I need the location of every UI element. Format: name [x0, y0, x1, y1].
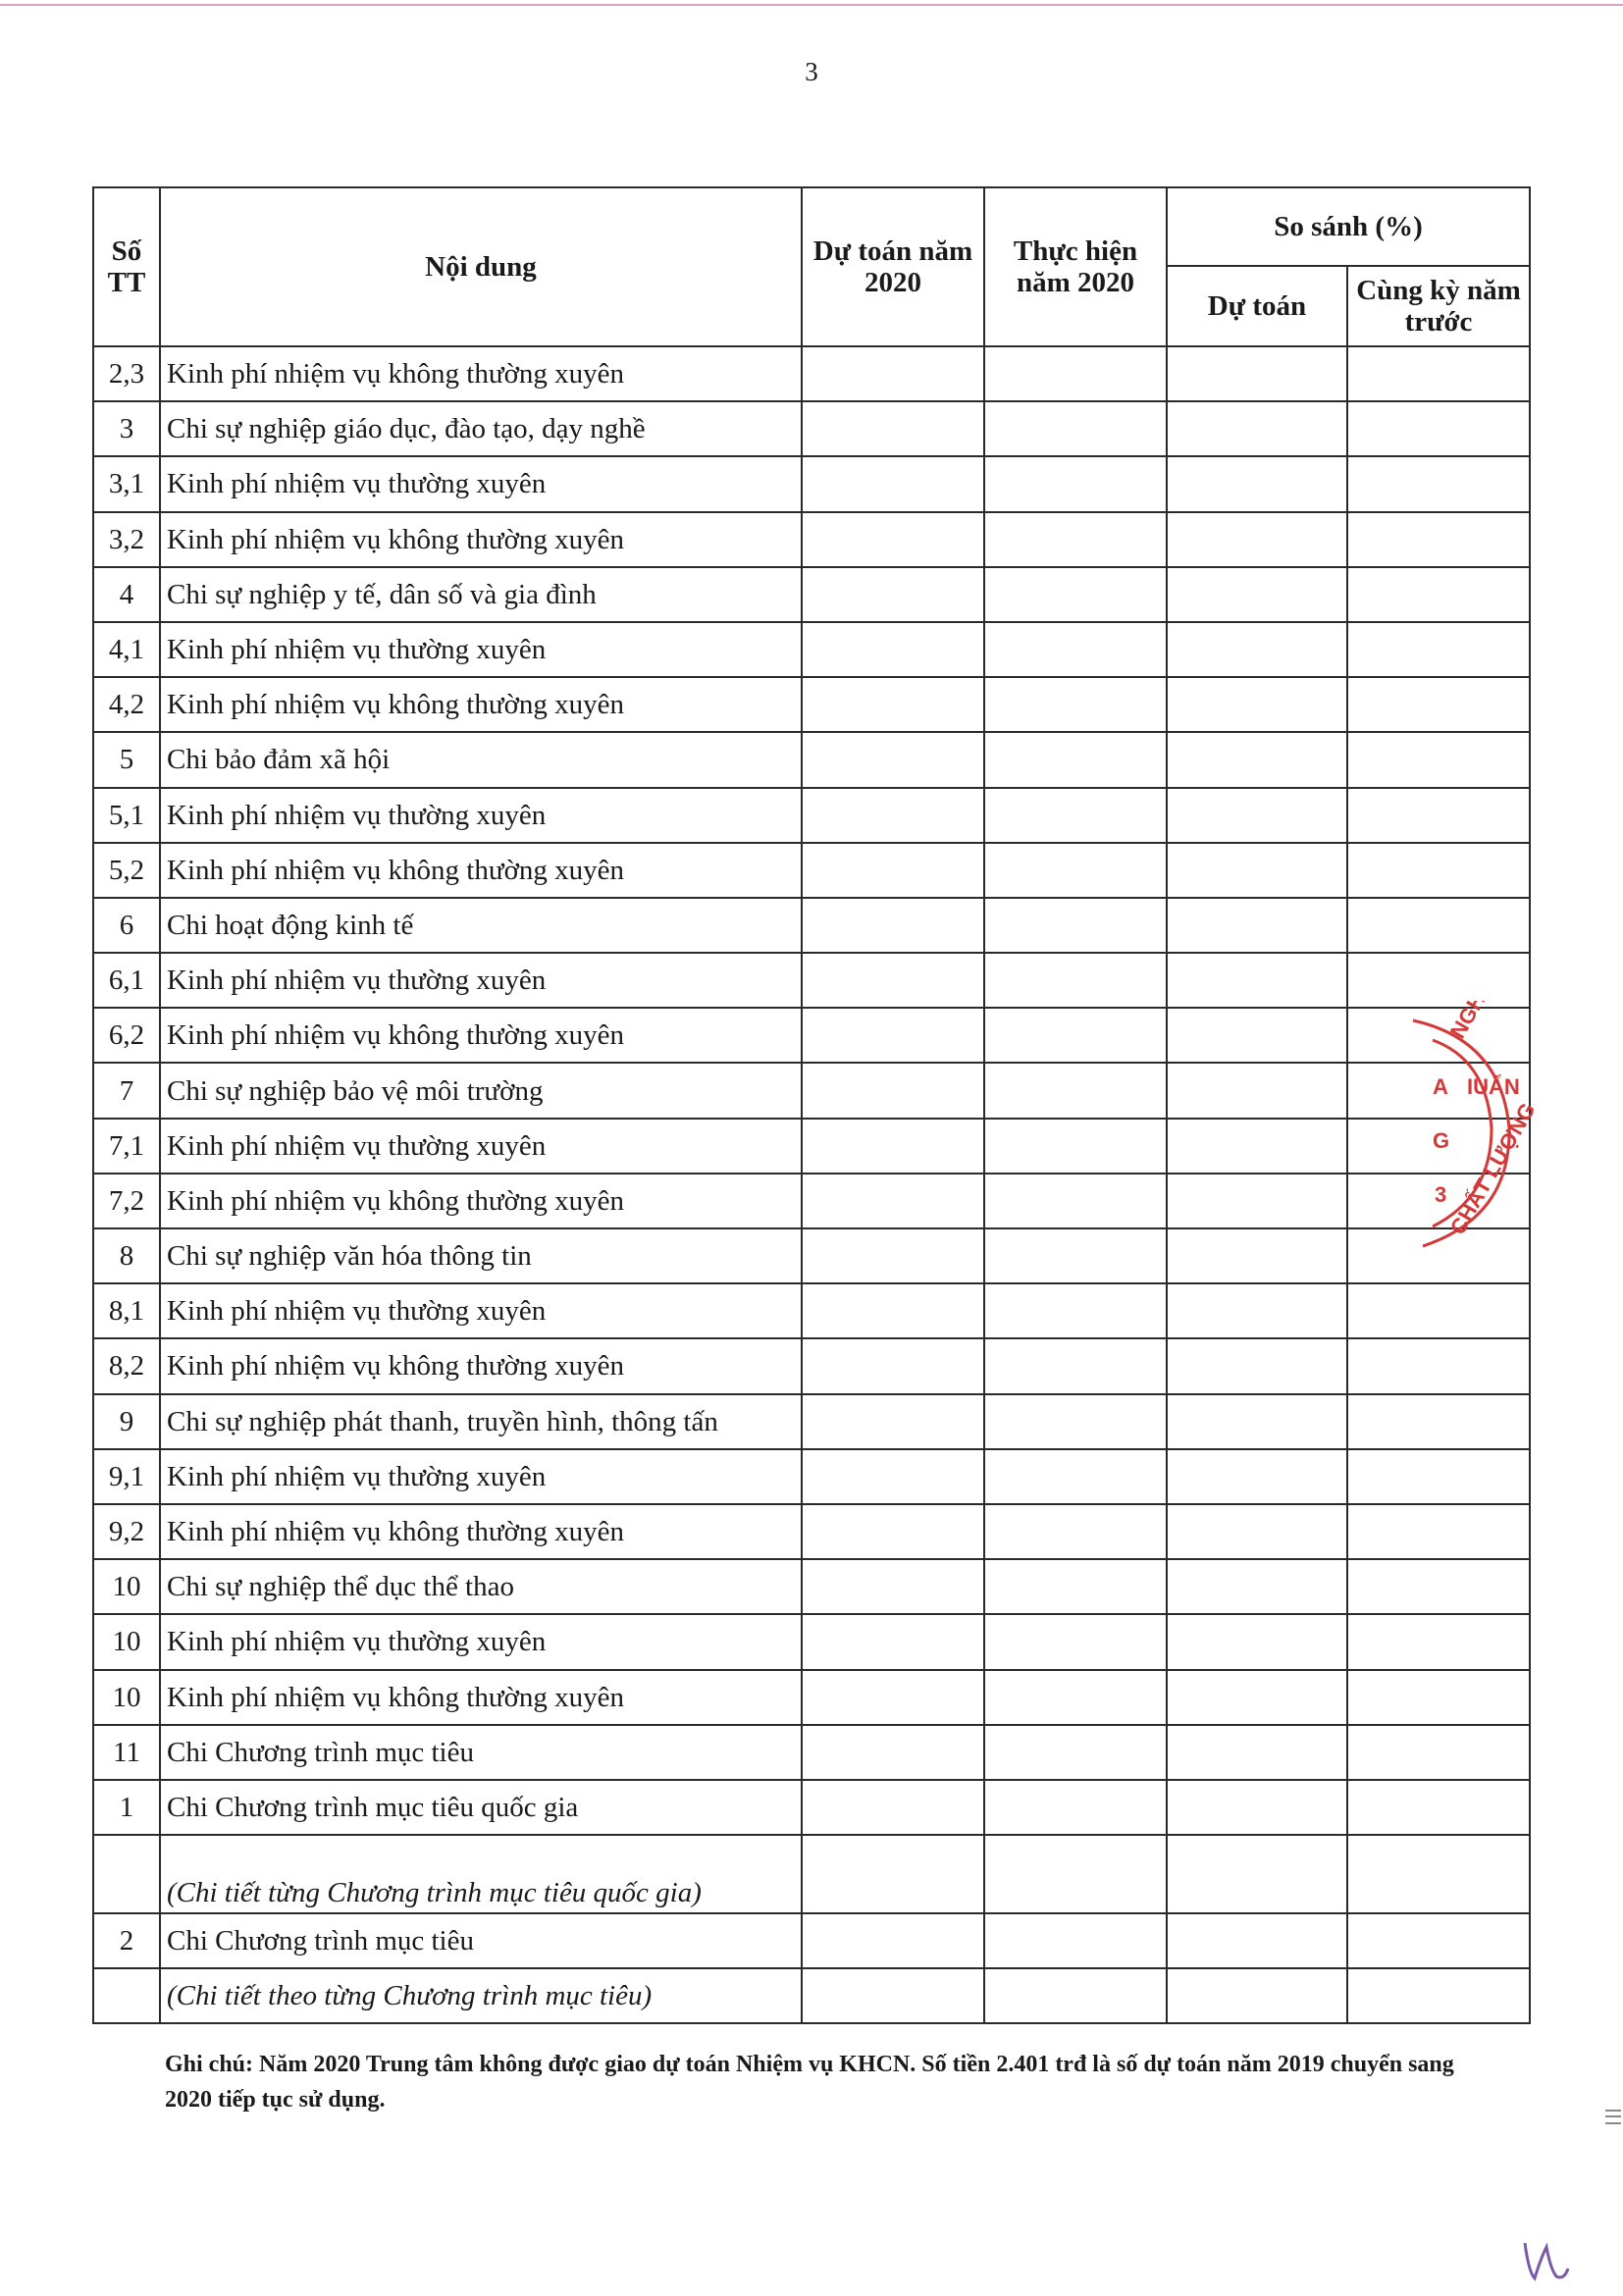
estimate-cell: [802, 1835, 984, 1913]
compare-prior-cell: [1347, 1670, 1530, 1725]
header-stt: Số TT: [93, 187, 160, 346]
stt-cell: 11: [93, 1725, 160, 1780]
stamp-fragment: NGHỆ: [1444, 1001, 1498, 1043]
compare-estimate-cell: [1167, 1504, 1347, 1559]
content-cell: Chi bảo đảm xã hội: [160, 732, 802, 787]
content-cell: Chi hoạt động kinh tế: [160, 898, 802, 953]
header-actual-2020: Thực hiện năm 2020: [984, 187, 1167, 346]
page-number: 3: [805, 57, 818, 86]
compare-estimate-cell: [1167, 1968, 1347, 2023]
table-row: [93, 622, 1530, 677]
content-cell: Kinh phí nhiệm vụ thường xuyên: [160, 1614, 802, 1669]
table-row: [93, 1449, 1530, 1504]
actual-cell: [984, 622, 1167, 677]
actual-cell: [984, 1614, 1167, 1669]
stt-cell: 9,1: [93, 1449, 160, 1504]
compare-estimate-cell: [1167, 512, 1347, 567]
estimate-cell: [802, 1614, 984, 1669]
actual-cell: [984, 1449, 1167, 1504]
estimate-cell: [802, 1008, 984, 1063]
actual-cell: [984, 346, 1167, 401]
table-row: [93, 1725, 1530, 1780]
compare-estimate-cell: [1167, 346, 1347, 401]
compare-estimate-cell: [1167, 1394, 1347, 1449]
content-cell: Kinh phí nhiệm vụ thường xuyên: [160, 622, 802, 677]
header-compare-prior-year: Cùng kỳ năm trước: [1347, 266, 1530, 346]
compare-estimate-cell: [1167, 401, 1347, 456]
compare-estimate-cell: [1167, 788, 1347, 843]
estimate-cell: [802, 622, 984, 677]
stt-cell: 4: [93, 567, 160, 622]
compare-estimate-cell: [1167, 1670, 1347, 1725]
stt-cell: 3: [93, 401, 160, 456]
stt-cell: 4,2: [93, 677, 160, 732]
table-row: [93, 1394, 1530, 1449]
table-row: [93, 401, 1530, 456]
compare-prior-cell: [1347, 622, 1530, 677]
compare-prior-cell: [1347, 788, 1530, 843]
compare-prior-cell: [1347, 898, 1530, 953]
table-row: [93, 1780, 1530, 1835]
stamp-fragment: CHẤT LƯỢNG: [1444, 1098, 1541, 1239]
compare-estimate-cell: [1167, 1835, 1347, 1913]
compare-estimate-cell: [1167, 1008, 1347, 1063]
stt-cell: 6: [93, 898, 160, 953]
edge-mark: [1605, 2115, 1621, 2117]
content-cell: Kinh phí nhiệm vụ thường xuyên: [160, 1119, 802, 1174]
stt-cell: 3,2: [93, 512, 160, 567]
estimate-cell: [802, 567, 984, 622]
table-row: [93, 732, 1530, 787]
top-rule: [0, 4, 1623, 6]
compare-prior-cell: [1347, 1913, 1530, 1968]
stt-cell: 5: [93, 732, 160, 787]
stt-cell: 2: [93, 1913, 160, 1968]
actual-cell: [984, 1394, 1167, 1449]
content-cell: Kinh phí nhiệm vụ thường xuyên: [160, 456, 802, 511]
actual-cell: [984, 567, 1167, 622]
stt-cell: 4,1: [93, 622, 160, 677]
table-row: [93, 788, 1530, 843]
content-cell: Kinh phí nhiệm vụ không thường xuyên: [160, 1504, 802, 1559]
table-row: [93, 1119, 1530, 1174]
compare-prior-cell: [1347, 567, 1530, 622]
table-row: [93, 1913, 1530, 1968]
estimate-cell: [802, 953, 984, 1008]
signature-mark: [1517, 2229, 1576, 2288]
compare-prior-cell: [1347, 953, 1530, 1008]
content-cell: Kinh phí nhiệm vụ thường xuyên: [160, 953, 802, 1008]
compare-prior-cell: [1347, 1780, 1530, 1835]
actual-cell: [984, 898, 1167, 953]
compare-estimate-cell: [1167, 1449, 1347, 1504]
stt-cell: 6,1: [93, 953, 160, 1008]
actual-cell: [984, 677, 1167, 732]
actual-cell: [984, 1174, 1167, 1228]
actual-cell: [984, 1338, 1167, 1393]
table-row: [93, 1063, 1530, 1118]
actual-cell: [984, 1559, 1167, 1614]
stamp-fragment: A: [1433, 1074, 1448, 1099]
estimate-cell: [802, 1449, 984, 1504]
compare-prior-cell: [1347, 843, 1530, 898]
actual-cell: [984, 1283, 1167, 1338]
stt-cell: 9: [93, 1394, 160, 1449]
compare-estimate-cell: [1167, 1614, 1347, 1669]
compare-prior-cell: [1347, 1835, 1530, 1913]
compare-prior-cell: [1347, 732, 1530, 787]
content-cell: Kinh phí nhiệm vụ không thường xuyên: [160, 1338, 802, 1393]
actual-cell: [984, 1063, 1167, 1118]
actual-cell: [984, 1725, 1167, 1780]
header-estimate-2020: Dự toán năm 2020: [802, 187, 984, 346]
table-row: [93, 1338, 1530, 1393]
table-row: [93, 346, 1530, 401]
actual-cell: [984, 1968, 1167, 2023]
estimate-cell: [802, 732, 984, 787]
compare-prior-cell: [1347, 456, 1530, 511]
stt-cell: [93, 1968, 160, 2023]
table-row: [93, 677, 1530, 732]
compare-prior-cell: [1347, 1338, 1530, 1393]
compare-estimate-cell: [1167, 1780, 1347, 1835]
content-cell: Kinh phí nhiệm vụ thường xuyên: [160, 788, 802, 843]
compare-estimate-cell: [1167, 843, 1347, 898]
stt-cell: 3,1: [93, 456, 160, 511]
stt-cell: 7,1: [93, 1119, 160, 1174]
content-cell: Kinh phí nhiệm vụ thường xuyên: [160, 1449, 802, 1504]
estimate-cell: [802, 1968, 984, 2023]
content-cell: Chi sự nghiệp thể dục thể thao: [160, 1559, 802, 1614]
compare-estimate-cell: [1167, 1283, 1347, 1338]
stamp-fragment: G: [1433, 1128, 1450, 1153]
estimate-cell: [802, 456, 984, 511]
estimate-cell: [802, 1228, 984, 1283]
estimate-cell: [802, 1913, 984, 1968]
table-row: [93, 1835, 1530, 1913]
content-cell: (Chi tiết từng Chương trình mục tiêu quốc gia): [160, 1835, 802, 1913]
actual-cell: [984, 788, 1167, 843]
content-cell: Kinh phí nhiệm vụ không thường xuyên: [160, 512, 802, 567]
table-row: [93, 1283, 1530, 1338]
compare-prior-cell: [1347, 1394, 1530, 1449]
content-cell: Kinh phí nhiệm vụ không thường xuyên: [160, 1008, 802, 1063]
compare-estimate-cell: [1167, 1119, 1347, 1174]
actual-cell: [984, 1228, 1167, 1283]
compare-estimate-cell: [1167, 1338, 1347, 1393]
estimate-cell: [802, 1394, 984, 1449]
table-row: [93, 1670, 1530, 1725]
actual-cell: [984, 1913, 1167, 1968]
header-compare: So sánh (%): [1167, 187, 1530, 266]
stt-cell: 5,1: [93, 788, 160, 843]
actual-cell: [984, 1780, 1167, 1835]
actual-cell: [984, 456, 1167, 511]
footnote: Ghi chú: Năm 2020 Trung tâm không được giao dự toán Nhiệm vụ KHCN. Số tiền 2.401 trđ là số dự toán năm 2019 chuyển sang 2020 tiếp tục sử dụng.: [165, 2052, 1454, 2113]
compare-estimate-cell: [1167, 1559, 1347, 1614]
table-row: [93, 843, 1530, 898]
compare-estimate-cell: [1167, 622, 1347, 677]
compare-prior-cell: [1347, 1559, 1530, 1614]
compare-estimate-cell: [1167, 1174, 1347, 1228]
estimate-cell: [802, 1174, 984, 1228]
budget-table: [92, 186, 1531, 2024]
compare-estimate-cell: [1167, 732, 1347, 787]
compare-prior-cell: [1347, 677, 1530, 732]
table-row: [93, 512, 1530, 567]
content-cell: Kinh phí nhiệm vụ không thường xuyên: [160, 346, 802, 401]
content-cell: Kinh phí nhiệm vụ không thường xuyên: [160, 1174, 802, 1228]
content-cell: Chi sự nghiệp bảo vệ môi trường: [160, 1063, 802, 1118]
table-row: [93, 1504, 1530, 1559]
estimate-cell: [802, 843, 984, 898]
red-seal-stamp: [1393, 1001, 1541, 1295]
estimate-cell: [802, 401, 984, 456]
table-row: [93, 1968, 1530, 2023]
compare-estimate-cell: [1167, 1725, 1347, 1780]
compare-estimate-cell: [1167, 1228, 1347, 1283]
compare-prior-cell: [1347, 1968, 1530, 2023]
estimate-cell: [802, 1504, 984, 1559]
stt-cell: 10: [93, 1614, 160, 1669]
estimate-cell: [802, 1283, 984, 1338]
edge-mark: [1605, 2110, 1621, 2112]
estimate-cell: [802, 898, 984, 953]
compare-prior-cell: [1347, 1725, 1530, 1780]
table-row: [93, 953, 1530, 1008]
stamp-fragment: 3: [1435, 1182, 1447, 1207]
table-row: [93, 1174, 1530, 1228]
estimate-cell: [802, 1780, 984, 1835]
compare-estimate-cell: [1167, 456, 1347, 511]
compare-prior-cell: [1347, 401, 1530, 456]
table-row: [93, 1008, 1530, 1063]
actual-cell: [984, 401, 1167, 456]
content-cell: Chi sự nghiệp giáo dục, đào tạo, dạy nghề: [160, 401, 802, 456]
compare-prior-cell: [1347, 1614, 1530, 1669]
actual-cell: [984, 512, 1167, 567]
header-content: Nội dung: [160, 187, 802, 346]
compare-estimate-cell: [1167, 953, 1347, 1008]
stt-cell: 8,2: [93, 1338, 160, 1393]
actual-cell: [984, 732, 1167, 787]
stt-cell: [93, 1835, 160, 1913]
estimate-cell: [802, 1063, 984, 1118]
table-row: [93, 1614, 1530, 1669]
estimate-cell: [802, 677, 984, 732]
content-cell: Chi sự nghiệp văn hóa thông tin: [160, 1228, 802, 1283]
content-cell: (Chi tiết theo từng Chương trình mục tiêu): [160, 1968, 802, 2023]
content-cell: Chi Chương trình mục tiêu quốc gia: [160, 1780, 802, 1835]
actual-cell: [984, 843, 1167, 898]
stt-cell: 1: [93, 1780, 160, 1835]
content-cell: Kinh phí nhiệm vụ không thường xuyên: [160, 677, 802, 732]
estimate-cell: [802, 1559, 984, 1614]
compare-estimate-cell: [1167, 677, 1347, 732]
stt-cell: 10: [93, 1559, 160, 1614]
content-cell: Chi Chương trình mục tiêu: [160, 1913, 802, 1968]
compare-estimate-cell: [1167, 1913, 1347, 1968]
estimate-cell: [802, 1725, 984, 1780]
content-cell: Chi Chương trình mục tiêu: [160, 1725, 802, 1780]
stt-cell: 8: [93, 1228, 160, 1283]
estimate-cell: [802, 1119, 984, 1174]
stamp-fragment: IUẨN: [1467, 1074, 1520, 1099]
estimate-cell: [802, 1338, 984, 1393]
actual-cell: [984, 953, 1167, 1008]
compare-prior-cell: [1347, 1449, 1530, 1504]
content-cell: Kinh phí nhiệm vụ không thường xuyên: [160, 843, 802, 898]
compare-prior-cell: [1347, 512, 1530, 567]
content-cell: Kinh phí nhiệm vụ không thường xuyên: [160, 1670, 802, 1725]
estimate-cell: [802, 512, 984, 567]
compare-prior-cell: [1347, 1504, 1530, 1559]
edge-mark: [1605, 2122, 1621, 2124]
stt-cell: 8,1: [93, 1283, 160, 1338]
compare-prior-cell: [1347, 346, 1530, 401]
compare-estimate-cell: [1167, 567, 1347, 622]
stt-cell: 7: [93, 1063, 160, 1118]
table-row: [93, 898, 1530, 953]
stt-cell: 9,2: [93, 1504, 160, 1559]
compare-estimate-cell: [1167, 898, 1347, 953]
content-cell: Kinh phí nhiệm vụ thường xuyên: [160, 1283, 802, 1338]
actual-cell: [984, 1835, 1167, 1913]
compare-estimate-cell: [1167, 1063, 1347, 1118]
content-cell: Chi sự nghiệp phát thanh, truyền hình, thông tấn: [160, 1394, 802, 1449]
stt-cell: 2,3: [93, 346, 160, 401]
table-row: [93, 456, 1530, 511]
actual-cell: [984, 1008, 1167, 1063]
stt-cell: 6,2: [93, 1008, 160, 1063]
header-compare-estimate: Dự toán: [1167, 266, 1347, 346]
table-body: [93, 346, 1530, 2023]
estimate-cell: [802, 346, 984, 401]
stt-cell: 10: [93, 1670, 160, 1725]
estimate-cell: [802, 788, 984, 843]
stt-cell: 5,2: [93, 843, 160, 898]
table-row: [93, 1559, 1530, 1614]
table-row: [93, 567, 1530, 622]
actual-cell: [984, 1670, 1167, 1725]
actual-cell: [984, 1504, 1167, 1559]
estimate-cell: [802, 1670, 984, 1725]
content-cell: Chi sự nghiệp y tế, dân số và gia đình: [160, 567, 802, 622]
actual-cell: [984, 1119, 1167, 1174]
table-row: [93, 1228, 1530, 1283]
stt-cell: 7,2: [93, 1174, 160, 1228]
